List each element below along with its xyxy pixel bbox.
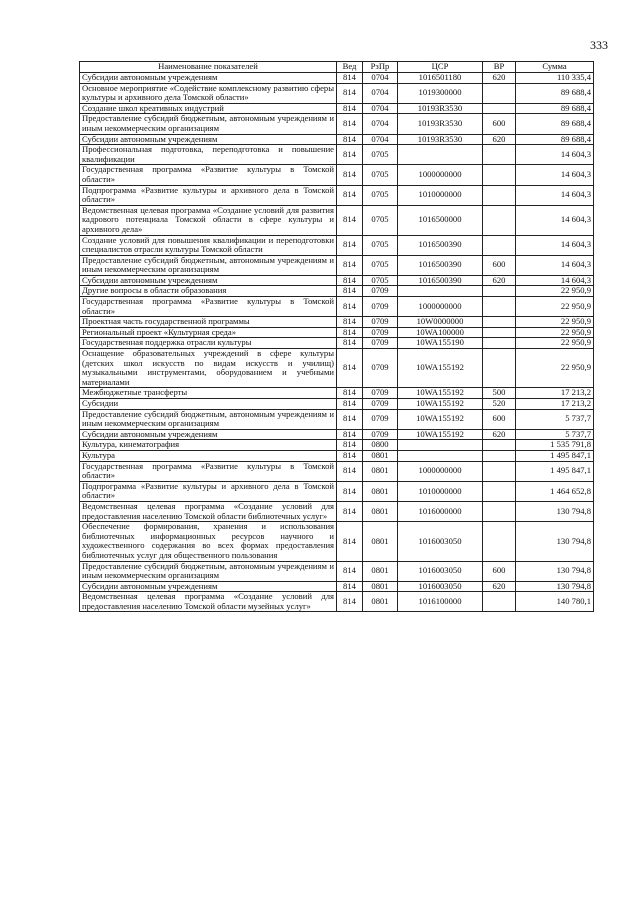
cell-sum: 14 604,3 <box>516 185 594 205</box>
cell-sum: 22 950,9 <box>516 349 594 388</box>
header-rzpr: РзПр <box>363 62 398 73</box>
header-vr: ВР <box>483 62 516 73</box>
cell-ved: 814 <box>337 522 363 561</box>
cell-ved: 814 <box>337 286 363 297</box>
cell-vr: 620 <box>483 275 516 286</box>
cell-rzpr: 0709 <box>363 409 398 429</box>
page-number: 333 <box>590 38 608 52</box>
cell-sum: 14 604,3 <box>516 145 594 165</box>
cell-vr <box>483 185 516 205</box>
cell-rzpr: 0705 <box>363 185 398 205</box>
table-row <box>80 83 594 103</box>
cell-name: Субсидии автономным учреждениям <box>80 429 337 440</box>
cell-vr <box>483 235 516 255</box>
cell-sum: 22 950,9 <box>516 338 594 349</box>
cell-vr: 500 <box>483 388 516 399</box>
cell-rzpr: 0704 <box>363 73 398 84</box>
table-row <box>80 297 594 317</box>
header-ved: Вед <box>337 62 363 73</box>
header-sum: Сумма <box>516 62 594 73</box>
cell-csr: 1000000000 <box>398 165 483 185</box>
table-row <box>80 286 594 297</box>
table-row <box>80 399 594 410</box>
cell-csr: 1000000000 <box>398 297 483 317</box>
cell-ved: 814 <box>337 592 363 612</box>
table-row <box>80 461 594 481</box>
cell-sum: 1 464 652,8 <box>516 481 594 501</box>
cell-vr: 600 <box>483 409 516 429</box>
cell-vr: 620 <box>483 134 516 145</box>
table-row <box>80 317 594 328</box>
cell-vr <box>483 297 516 317</box>
cell-name: Субсидии автономным учреждениям <box>80 134 337 145</box>
table-row <box>80 522 594 561</box>
cell-ved: 814 <box>337 275 363 286</box>
table-row <box>80 205 594 235</box>
cell-name: Межбюджетные трансферты <box>80 388 337 399</box>
cell-name: Государственная программа «Развитие культуры в Томской области» <box>80 461 337 481</box>
cell-vr <box>483 165 516 185</box>
cell-sum: 89 688,4 <box>516 114 594 134</box>
cell-sum: 22 950,9 <box>516 286 594 297</box>
cell-sum: 14 604,3 <box>516 165 594 185</box>
cell-sum: 89 688,4 <box>516 134 594 145</box>
cell-rzpr: 0801 <box>363 461 398 481</box>
table-row <box>80 235 594 255</box>
cell-rzpr: 0709 <box>363 429 398 440</box>
cell-name: Предоставление субсидий бюджетным, автономным учреждениям и иным некоммерческим организациям <box>80 409 337 429</box>
table-row <box>80 165 594 185</box>
cell-rzpr: 0709 <box>363 297 398 317</box>
cell-vr: 600 <box>483 561 516 581</box>
table-row <box>80 592 594 612</box>
cell-csr: 1016500000 <box>398 205 483 235</box>
cell-name: Государственная программа «Развитие культуры в Томской области» <box>80 297 337 317</box>
cell-ved: 814 <box>337 185 363 205</box>
cell-vr: 620 <box>483 429 516 440</box>
cell-rzpr: 0801 <box>363 592 398 612</box>
cell-csr: 1016003050 <box>398 581 483 592</box>
cell-name: Субсидии автономным учреждениям <box>80 581 337 592</box>
cell-name: Ведомственная целевая программа «Создание условий для предоставления населению Томской области библиотечных услуг» <box>80 501 337 521</box>
cell-vr <box>483 205 516 235</box>
cell-rzpr: 0705 <box>363 255 398 275</box>
table-row <box>80 429 594 440</box>
cell-ved: 814 <box>337 145 363 165</box>
cell-rzpr: 0704 <box>363 83 398 103</box>
cell-name: Другие вопросы в области образования <box>80 286 337 297</box>
table-row <box>80 327 594 338</box>
cell-vr <box>483 286 516 297</box>
cell-sum: 22 950,9 <box>516 297 594 317</box>
cell-rzpr: 0801 <box>363 450 398 461</box>
cell-rzpr: 0709 <box>363 349 398 388</box>
cell-name: Культура <box>80 450 337 461</box>
cell-rzpr: 0709 <box>363 327 398 338</box>
cell-rzpr: 0801 <box>363 501 398 521</box>
table-row <box>80 145 594 165</box>
cell-vr: 600 <box>483 255 516 275</box>
cell-sum: 1 495 847,1 <box>516 461 594 481</box>
cell-sum: 22 950,9 <box>516 317 594 328</box>
table-row <box>80 255 594 275</box>
cell-csr: 1016100000 <box>398 592 483 612</box>
cell-sum: 5 737,7 <box>516 429 594 440</box>
cell-vr <box>483 103 516 114</box>
cell-csr: 10WA155192 <box>398 349 483 388</box>
cell-ved: 814 <box>337 297 363 317</box>
cell-csr: 1010000000 <box>398 185 483 205</box>
cell-rzpr: 0800 <box>363 440 398 451</box>
cell-name: Обеспечение формирования, хранения и использования библиотечных информационных ресурсов научного и художественного содержания во всех формах предоставления библиотечных услуг для общественного пользования <box>80 522 337 561</box>
cell-ved: 814 <box>337 205 363 235</box>
header-csr: ЦСР <box>398 62 483 73</box>
cell-csr <box>398 440 483 451</box>
cell-name: Предоставление субсидий бюджетным, автономным учреждениям и иным некоммерческим организациям <box>80 114 337 134</box>
cell-ved: 814 <box>337 409 363 429</box>
cell-ved: 814 <box>337 461 363 481</box>
cell-vr <box>483 317 516 328</box>
cell-ved: 814 <box>337 561 363 581</box>
cell-csr: 1016501180 <box>398 73 483 84</box>
cell-ved: 814 <box>337 450 363 461</box>
cell-rzpr: 0704 <box>363 103 398 114</box>
cell-ved: 814 <box>337 134 363 145</box>
cell-vr <box>483 450 516 461</box>
cell-sum: 140 780,1 <box>516 592 594 612</box>
cell-csr: 10193R3530 <box>398 114 483 134</box>
budget-table <box>79 61 594 612</box>
table-row <box>80 185 594 205</box>
table-body <box>80 73 594 612</box>
cell-vr <box>483 83 516 103</box>
cell-name: Предоставление субсидий бюджетным, автономным учреждениям и иным некоммерческим организациям <box>80 561 337 581</box>
cell-name: Подпрограмма «Развитие культуры и архивного дела в Томской области» <box>80 185 337 205</box>
cell-vr <box>483 338 516 349</box>
cell-vr <box>483 349 516 388</box>
cell-rzpr: 0801 <box>363 522 398 561</box>
cell-ved: 814 <box>337 114 363 134</box>
cell-name: Основное мероприятие «Содействие комплексному развитию сферы культуры и архивного дела Томской области» <box>80 83 337 103</box>
table-row <box>80 338 594 349</box>
cell-ved: 814 <box>337 235 363 255</box>
cell-name: Культура, кинематография <box>80 440 337 451</box>
cell-rzpr: 0709 <box>363 338 398 349</box>
cell-rzpr: 0705 <box>363 205 398 235</box>
cell-ved: 814 <box>337 83 363 103</box>
cell-csr: 1010000000 <box>398 481 483 501</box>
cell-rzpr: 0704 <box>363 134 398 145</box>
cell-csr: 1016500390 <box>398 275 483 286</box>
cell-rzpr: 0704 <box>363 114 398 134</box>
cell-vr: 600 <box>483 114 516 134</box>
cell-name: Профессиональная подготовка, переподготовка и повышение квалификации <box>80 145 337 165</box>
cell-name: Оснащение образовательных учреждений в сфере культуры (детских школ искусств по видам искусств и училищ) музыкальными инструментами, оборудованием и учебными материалами <box>80 349 337 388</box>
cell-sum: 1 535 791,8 <box>516 440 594 451</box>
cell-csr: 1019300000 <box>398 83 483 103</box>
table-row <box>80 440 594 451</box>
table-row <box>80 450 594 461</box>
cell-csr: 1016000000 <box>398 501 483 521</box>
cell-rzpr: 0709 <box>363 388 398 399</box>
cell-name: Субсидии автономным учреждениям <box>80 73 337 84</box>
cell-csr: 1016003050 <box>398 561 483 581</box>
cell-csr: 10WA155190 <box>398 338 483 349</box>
cell-csr: 10WA100000 <box>398 327 483 338</box>
cell-csr: 10W0000000 <box>398 317 483 328</box>
cell-ved: 814 <box>337 317 363 328</box>
table-row <box>80 134 594 145</box>
cell-ved: 814 <box>337 73 363 84</box>
cell-ved: 814 <box>337 429 363 440</box>
cell-csr <box>398 145 483 165</box>
cell-ved: 814 <box>337 481 363 501</box>
cell-name: Региональный проект «Культурная среда» <box>80 327 337 338</box>
cell-ved: 814 <box>337 349 363 388</box>
table-row <box>80 481 594 501</box>
cell-sum: 14 604,3 <box>516 275 594 286</box>
cell-vr: 620 <box>483 581 516 592</box>
cell-name: Подпрограмма «Развитие культуры и архивного дела в Томской области» <box>80 481 337 501</box>
table-row <box>80 349 594 388</box>
cell-ved: 814 <box>337 581 363 592</box>
cell-rzpr: 0709 <box>363 286 398 297</box>
cell-ved: 814 <box>337 501 363 521</box>
cell-sum: 110 335,4 <box>516 73 594 84</box>
header-row <box>80 62 594 73</box>
cell-name: Субсидии автономным учреждениям <box>80 275 337 286</box>
cell-csr: 10WA155192 <box>398 409 483 429</box>
cell-rzpr: 0705 <box>363 165 398 185</box>
table-row <box>80 114 594 134</box>
cell-csr: 10193R3530 <box>398 134 483 145</box>
table-row <box>80 275 594 286</box>
cell-ved: 814 <box>337 440 363 451</box>
table-row <box>80 409 594 429</box>
cell-vr <box>483 461 516 481</box>
cell-csr: 10WA155192 <box>398 429 483 440</box>
cell-sum: 130 794,8 <box>516 561 594 581</box>
cell-ved: 814 <box>337 255 363 275</box>
cell-rzpr: 0801 <box>363 481 398 501</box>
cell-rzpr: 0705 <box>363 145 398 165</box>
cell-sum: 5 737,7 <box>516 409 594 429</box>
cell-rzpr: 0801 <box>363 561 398 581</box>
cell-name: Государственная поддержка отрасли культуры <box>80 338 337 349</box>
cell-rzpr: 0709 <box>363 399 398 410</box>
cell-sum: 130 794,8 <box>516 581 594 592</box>
cell-csr <box>398 286 483 297</box>
cell-sum: 14 604,3 <box>516 235 594 255</box>
cell-name: Создание школ креативных индустрий <box>80 103 337 114</box>
cell-csr: 10WA155192 <box>398 399 483 410</box>
cell-sum: 14 604,3 <box>516 205 594 235</box>
cell-vr <box>483 592 516 612</box>
cell-csr: 10WA155192 <box>398 388 483 399</box>
table-row <box>80 581 594 592</box>
cell-csr: 1016003050 <box>398 522 483 561</box>
cell-ved: 814 <box>337 338 363 349</box>
cell-csr <box>398 450 483 461</box>
cell-name: Создание условий для повышения квалификации и переподготовки специалистов отрасли культуры Томской области <box>80 235 337 255</box>
cell-sum: 14 604,3 <box>516 255 594 275</box>
cell-rzpr: 0705 <box>363 275 398 286</box>
table-row <box>80 388 594 399</box>
table-row <box>80 561 594 581</box>
cell-vr <box>483 440 516 451</box>
cell-vr <box>483 145 516 165</box>
header-name: Наименование показателей <box>80 62 337 73</box>
cell-rzpr: 0705 <box>363 235 398 255</box>
cell-rzpr: 0801 <box>363 581 398 592</box>
cell-name: Проектная часть государственной программы <box>80 317 337 328</box>
cell-ved: 814 <box>337 327 363 338</box>
table-row <box>80 73 594 84</box>
cell-name: Предоставление субсидий бюджетным, автономным учреждениям и иным некоммерческим организациям <box>80 255 337 275</box>
cell-name: Ведомственная целевая программа «Создание условий для предоставления населению Томской области музейных услуг» <box>80 592 337 612</box>
cell-vr <box>483 327 516 338</box>
cell-vr <box>483 501 516 521</box>
cell-sum: 22 950,9 <box>516 327 594 338</box>
cell-vr: 520 <box>483 399 516 410</box>
cell-ved: 814 <box>337 399 363 410</box>
cell-csr: 1016500390 <box>398 235 483 255</box>
cell-vr: 620 <box>483 73 516 84</box>
cell-name: Субсидии <box>80 399 337 410</box>
cell-sum: 89 688,4 <box>516 83 594 103</box>
cell-vr <box>483 522 516 561</box>
cell-sum: 17 213,2 <box>516 399 594 410</box>
cell-sum: 89 688,4 <box>516 103 594 114</box>
cell-name: Государственная программа «Развитие культуры в Томской области» <box>80 165 337 185</box>
cell-sum: 130 794,8 <box>516 522 594 561</box>
cell-csr: 1000000000 <box>398 461 483 481</box>
cell-ved: 814 <box>337 388 363 399</box>
cell-sum: 130 794,8 <box>516 501 594 521</box>
table-row <box>80 103 594 114</box>
table-row <box>80 501 594 521</box>
cell-sum: 17 213,2 <box>516 388 594 399</box>
cell-sum: 1 495 847,1 <box>516 450 594 461</box>
table-header <box>80 62 594 73</box>
cell-csr: 10193R3530 <box>398 103 483 114</box>
cell-csr: 1016500390 <box>398 255 483 275</box>
cell-rzpr: 0709 <box>363 317 398 328</box>
cell-name: Ведомственная целевая программа «Создание условий для развития кадрового потенциала Томской области в сфере культуры и архивного дела» <box>80 205 337 235</box>
cell-ved: 814 <box>337 165 363 185</box>
cell-ved: 814 <box>337 103 363 114</box>
cell-vr <box>483 481 516 501</box>
